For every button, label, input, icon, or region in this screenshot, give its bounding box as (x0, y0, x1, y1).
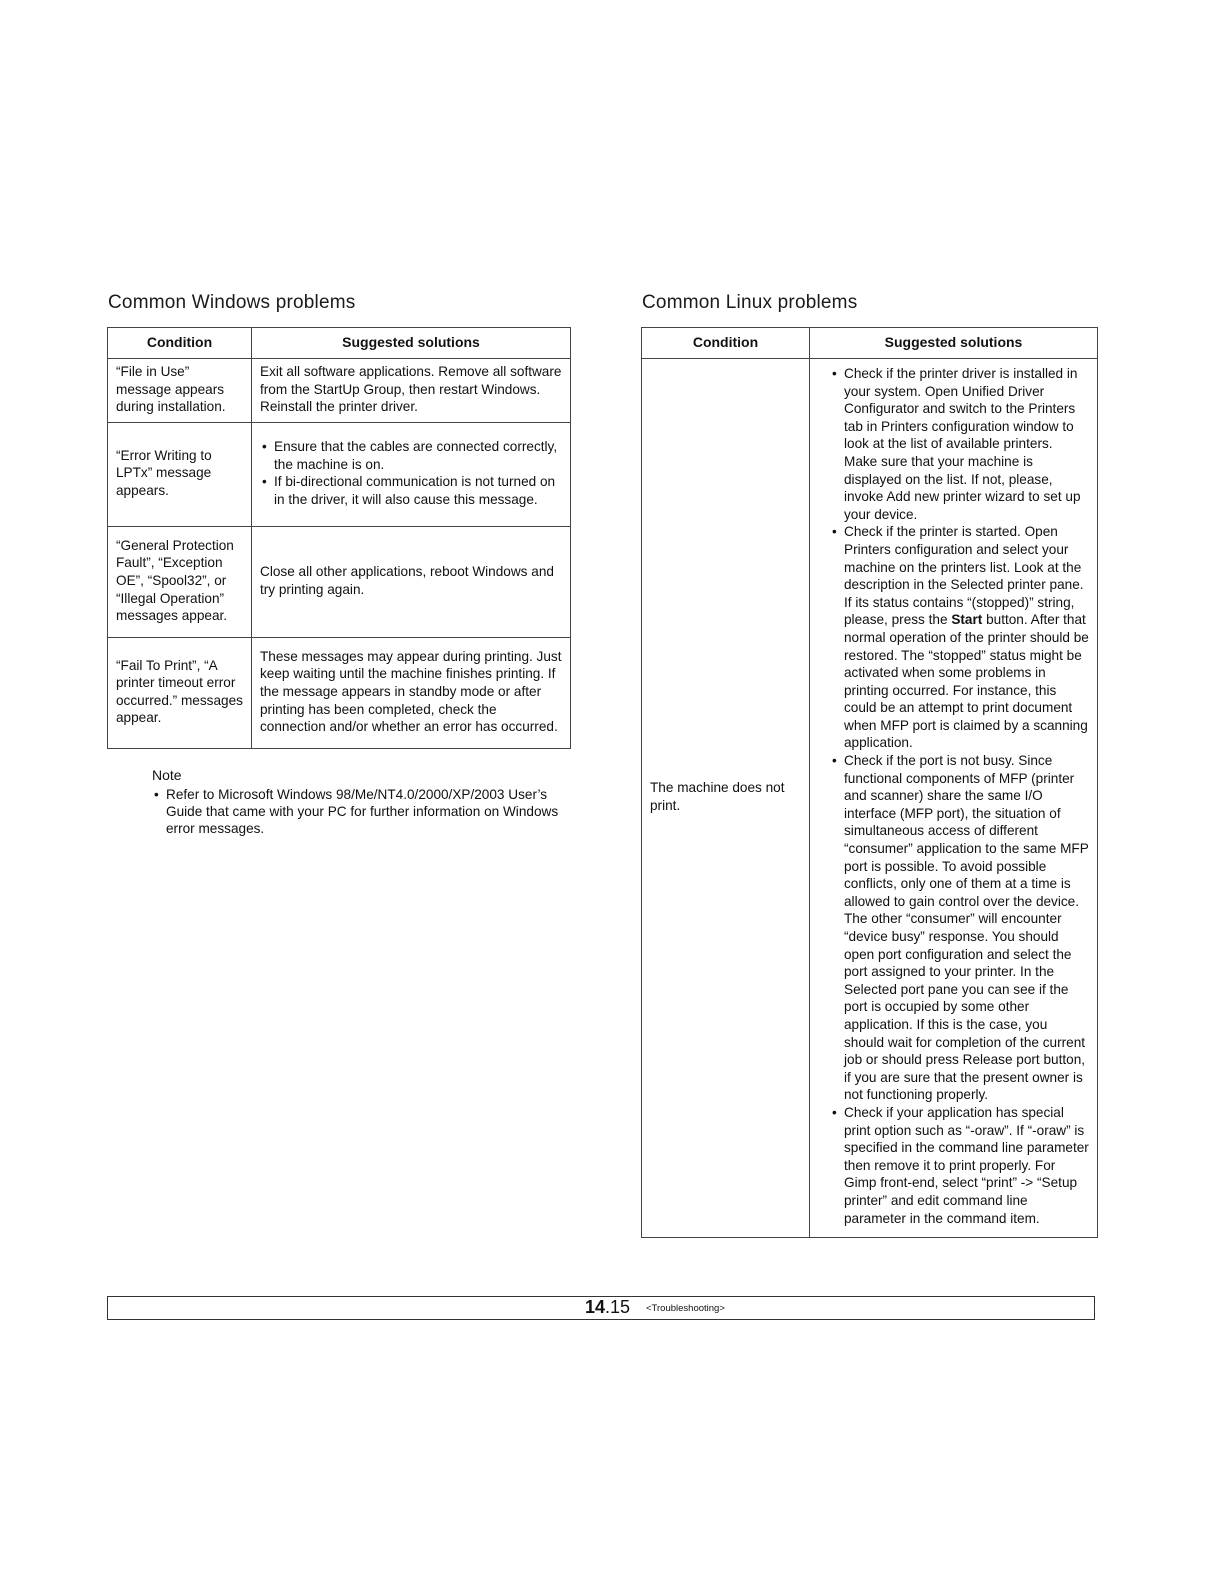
list-item: • Ensure that the cables are connected correctly, the machine is on. (274, 438, 562, 473)
table-row (108, 526, 571, 637)
condition-header: Condition (642, 328, 810, 359)
linux-section-title: Common Linux problems (642, 292, 858, 313)
solution-cell (252, 422, 571, 526)
list-item-text: Check if the printer is started. Open Printers configuration and select your machine on the printers list. Look at the description in the Selected printer pane. If its status contains “(stopped)” string, please, press the (844, 524, 1084, 628)
list-item (844, 523, 1089, 752)
note-text: • Refer to Microsoft Windows 98/Me/NT4.0/2000/XP/2003 User’s Guide that came with your PC for further information on Windows error messages. (166, 786, 564, 837)
footer-section-label: <Troubleshooting> (646, 1303, 725, 1314)
table-row (108, 637, 571, 748)
solutions-header: Suggested solutions (252, 328, 571, 359)
condition-cell: “Fail To Print”, “A printer timeout error occurred.” messages appear. (108, 637, 252, 748)
table-row (108, 359, 571, 423)
list-item-text: button. After that normal operation of the printer should be restored. The “stopped” status might be activated when some problems in printing occurred. For instance, this could be an attempt to print document when MFP port is claimed by a scanning application. (844, 612, 1089, 751)
note-block (152, 767, 564, 837)
page-index: .15 (605, 1297, 631, 1317)
table-header-row (108, 328, 571, 359)
list-item: • If bi-directional communication is not turned on in the driver, it will also cause this message. (274, 473, 562, 508)
condition-cell: “General Protection Fault”, “Exception OE”, “Spool32”, or “Illegal Operation” messages appear. (108, 526, 252, 637)
windows-problems-table (107, 327, 571, 749)
condition-cell: “File in Use” message appears during installation. (108, 359, 252, 423)
condition-cell: “Error Writing to LPTx” message appears. (108, 422, 252, 526)
solutions-header: Suggested solutions (810, 328, 1098, 359)
note-bullet-list (152, 786, 564, 837)
list-item: • Check if your application has special print option such as “-oraw”. If “-oraw” is specified in the command line parameter then remove it to print properly. For Gimp front-end, select “print” -> “Setup printer” and edit command line parameter in the command item. (844, 1104, 1089, 1227)
table-row (642, 359, 1098, 1238)
solution-cell: These messages may appear during printing. Just keep waiting until the machine finishes printing. If the message appears in standby mode or after printing has been completed, check the connection and/or whether an error has occurred. (252, 637, 571, 748)
start-button-label: Start (951, 612, 983, 628)
solution-bullet-list (830, 365, 1089, 1227)
solution-cell: Close all other applications, reboot Windows and try printing again. (252, 526, 571, 637)
table-row (108, 422, 571, 526)
linux-problems-table (641, 327, 1098, 1238)
chapter-number: 14 (585, 1297, 606, 1317)
solution-cell: Exit all software applications. Remove all software from the StartUp Group, then restart Windows. Reinstall the printer driver. (252, 359, 571, 423)
table-header-row (642, 328, 1098, 359)
windows-section-title: Common Windows problems (108, 292, 356, 313)
solution-cell (810, 359, 1098, 1238)
note-title: Note (152, 767, 182, 783)
list-item: • Check if the port is not busy. Since functional components of MFP (printer and scanner) share the same I/O interface (MFP port), the situation of simultaneous access of different “consumer” application to the same MFP port is possible. To avoid possible conflicts, only one of them at a time is allowed to gain control over the device. The other “consumer” will encounter “device busy” response. You should open port configuration and select the port assigned to your printer. In the Selected port pane you can see if the port is occupied by some other application. If this is the case, you should wait for completion of the current job or should press Release port button, if you are sure that the present owner is not functioning properly. (844, 752, 1089, 1104)
condition-header: Condition (108, 328, 252, 359)
list-item: • Check if the printer driver is installed in your system. Open Unified Driver Configurator and switch to the Printers tab in Printers configuration window to look at the list of available printers. Make sure that your machine is displayed on the list. If not, please, invoke Add new printer wizard to set up your device. (844, 365, 1089, 523)
condition-cell: The machine does not print. (642, 359, 810, 1238)
solution-bullet-list (260, 438, 562, 508)
page-number (585, 1297, 630, 1318)
